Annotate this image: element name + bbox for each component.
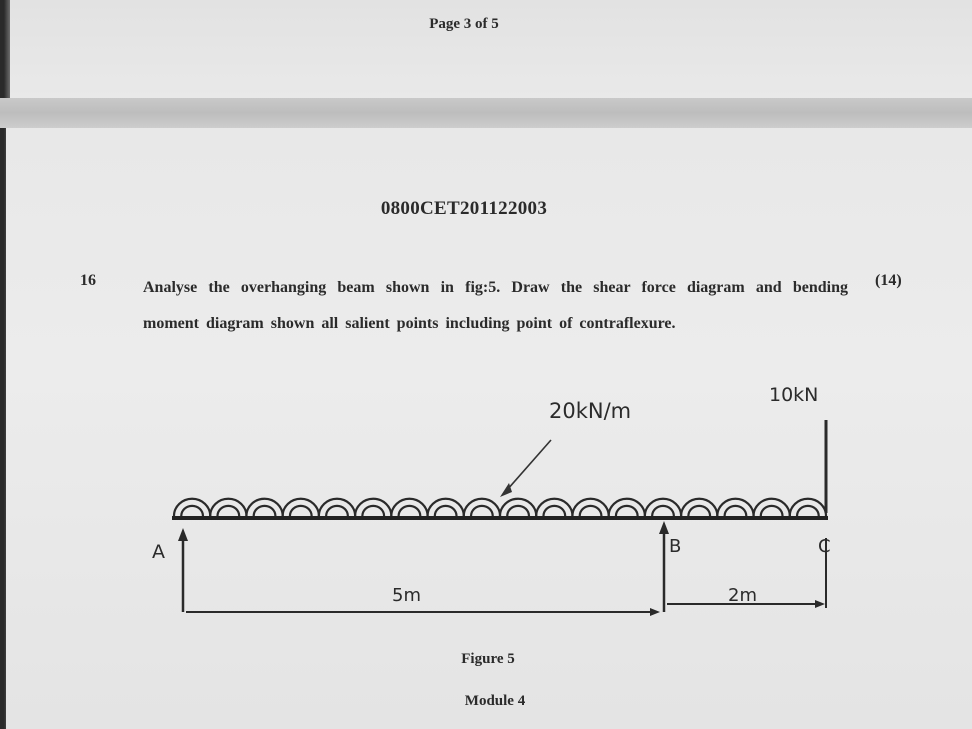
udl-arc-inner [725, 506, 747, 516]
support-a-label: A [152, 541, 165, 563]
module-label: Module 4 [464, 693, 526, 709]
udl-arc [754, 499, 790, 516]
span-ab-label: 5m [392, 585, 421, 606]
udl-arc [355, 499, 391, 516]
udl-arc-inner [616, 506, 638, 516]
support-b-label: B [669, 536, 682, 557]
udl-arc [609, 499, 645, 516]
udl-pointer-head [500, 483, 512, 497]
udl-arc [572, 499, 608, 516]
udl-arc-inner [471, 506, 493, 516]
udl-arc [319, 499, 355, 516]
point-load-label: 10kN [769, 384, 819, 406]
udl-arc [681, 499, 717, 516]
udl-arc-inner [181, 506, 203, 516]
udl-arc [500, 499, 536, 516]
dimension-ab-arrowhead [650, 608, 660, 616]
udl-pointer-line [507, 440, 551, 490]
udl-arc-inner [217, 506, 239, 516]
udl-label: 20kN/m [549, 399, 632, 423]
udl-arc [790, 499, 826, 516]
udl-arc-inner [326, 506, 348, 516]
question-number: 16 [80, 272, 96, 289]
udl-arc-inner [254, 506, 276, 516]
udl-arc [246, 499, 282, 516]
udl-arc-inner [399, 506, 421, 516]
question-marks: (14) [875, 272, 902, 289]
udl-arc-inner [688, 506, 710, 516]
udl-arc [428, 499, 464, 516]
udl-arc-inner [507, 506, 529, 516]
question-text: Analyse the overhanging beam shown in fig:5. Draw the shear force diagram and bending moment diagram shown all salient points including point of contraflexure. [143, 279, 848, 332]
span-bc-label: 2m [728, 585, 757, 606]
page-indicator: Page 3 of 5 [429, 16, 499, 32]
udl-arc [464, 499, 500, 516]
udl-arcs [174, 499, 826, 516]
udl-arc [210, 499, 246, 516]
udl-arc [717, 499, 753, 516]
figure-caption: Figure 5 [461, 651, 515, 667]
udl-arc-inner [761, 506, 783, 516]
udl-arc-inner [797, 506, 819, 516]
reaction-a-head [178, 528, 188, 541]
udl-arc-inner [435, 506, 457, 516]
udl-arc [391, 499, 427, 516]
udl-arc-inner [543, 506, 565, 516]
udl-arc [645, 499, 681, 516]
udl-arc [283, 499, 319, 516]
paper-code: 0800CET201122003 [380, 198, 548, 219]
udl-arc-inner [290, 506, 312, 516]
dimension-bc-arrowhead [815, 600, 825, 608]
udl-arc [174, 499, 210, 516]
udl-arc-inner [580, 506, 602, 516]
udl-arc-inner [652, 506, 674, 516]
end-c-label: C [818, 536, 831, 557]
udl-arc [536, 499, 572, 516]
reaction-b-head [659, 521, 669, 534]
udl-arc-inner [362, 506, 384, 516]
